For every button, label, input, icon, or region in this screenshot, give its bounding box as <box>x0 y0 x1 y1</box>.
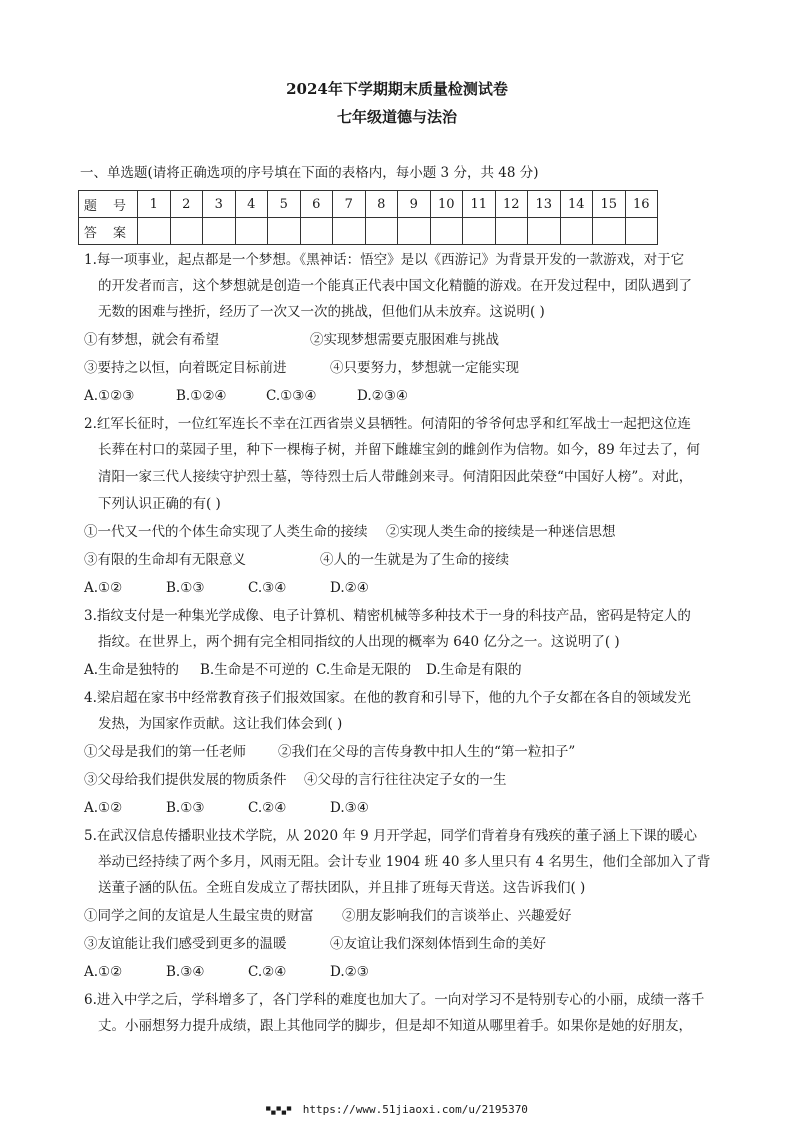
q3-option-b[interactable]: B.生命是不可逆的 <box>200 662 309 678</box>
q4-stem-line: 发热，为国家作贡献。这让我们体会到( ) <box>98 716 343 732</box>
question-number-cell: 10 <box>430 191 463 218</box>
q4-option-b[interactable]: B.①③ <box>166 800 205 816</box>
q2-statement: ②实现人类生命的接续是一种迷信思想 <box>386 524 616 540</box>
answer-table-number-row <box>79 191 658 218</box>
answer-cell[interactable] <box>333 218 366 245</box>
q1-stem-line: 无数的困难与挫折，经历了一次又一次的挑战，但他们从未放弃。这说明( ) <box>98 304 545 320</box>
exam-title: 2024年下学期期末质量检测试卷 <box>286 80 508 98</box>
q1-statement: ③要持之以恒，向着既定目标前进 <box>84 360 287 376</box>
q5-statement: ④友谊让我们深刻体悟到生命的美好 <box>330 936 546 952</box>
question-number-cell: 15 <box>593 191 626 218</box>
q4-option-d[interactable]: D.③④ <box>330 800 369 816</box>
answer-cell[interactable] <box>268 218 301 245</box>
question-number-cell: 2 <box>170 191 203 218</box>
answer-table <box>78 190 658 245</box>
q1-stem-line: 1.每一项事业，起点都是一个梦想。《黑神话：悟空》是以《西游记》为背景开发的一款游戏，对于它 <box>84 252 685 268</box>
answer-cell[interactable] <box>593 218 626 245</box>
q5-stem-line: 5.在武汉信息传播职业技术学院，从 2020 年 9 月开学起，同学们背着身有残疾的董子涵上下课的暖心 <box>84 828 697 844</box>
q5-statement: ①同学之间的友谊是人生最宝贵的财富 <box>84 908 314 924</box>
footer <box>0 1103 794 1116</box>
q1-statement: ②实现梦想需要克服困难与挑战 <box>310 332 499 348</box>
answer-table-answer-row <box>79 218 658 245</box>
question-number-cell: 1 <box>138 191 171 218</box>
answer-cell[interactable] <box>138 218 171 245</box>
q2-stem-line: 长葬在村口的菜园子里，种下一棵梅子树，并留下雌雄宝剑的雌剑作为信物。如今，89 年过去了，何 <box>98 442 700 458</box>
answer-table-number-header: 题 号 <box>79 191 138 218</box>
q2-option-d[interactable]: D.②④ <box>330 580 369 596</box>
footer-url[interactable]: https://www.51jiaoxi.com/u/2195370 <box>302 1103 528 1116</box>
q1-option-c[interactable]: C.①③④ <box>266 388 317 404</box>
answer-cell[interactable] <box>170 218 203 245</box>
q5-option-d[interactable]: D.②③ <box>330 964 369 980</box>
q4-option-a[interactable]: A.①② <box>84 800 123 816</box>
answer-cell[interactable] <box>300 218 333 245</box>
q5-option-a[interactable]: A.①② <box>84 964 123 980</box>
q5-option-b[interactable]: B.③④ <box>166 964 205 980</box>
q5-statement: ③友谊能让我们感受到更多的温暖 <box>84 936 287 952</box>
answer-cell[interactable] <box>235 218 268 245</box>
q1-option-a[interactable]: A.①②③ <box>84 388 135 404</box>
answer-cell[interactable] <box>625 218 658 245</box>
q1-option-b[interactable]: B.①②④ <box>176 388 227 404</box>
q1-option-d[interactable]: D.②③④ <box>357 388 408 404</box>
question-number-cell: 12 <box>495 191 528 218</box>
q4-statement: ④父母的言行往往决定子女的一生 <box>304 772 507 788</box>
q5-stem-line: 举动已经持续了两个多月，风雨无阻。会计专业 1904 班 40 多人里只有 4 名男生，他们全部加入了背 <box>98 854 711 870</box>
answer-cell[interactable] <box>495 218 528 245</box>
q6-stem-line: 6.进入中学之后，学科增多了，各门学科的难度也加大了。一向对学习不是特别专心的小丽，成绩一落千 <box>84 992 705 1008</box>
answer-table-answer-header: 答 案 <box>79 218 138 245</box>
q1-statement: ①有梦想，就会有希望 <box>84 332 219 348</box>
q5-stem-line: 送董子涵的队伍。全班自发成立了帮扶团队，并且排了班每天背送。这告诉我们( ) <box>98 880 586 896</box>
answer-cell[interactable] <box>560 218 593 245</box>
q3-option-a[interactable]: A.生命是独特的 <box>84 662 180 678</box>
question-number-cell: 16 <box>625 191 658 218</box>
q4-stem-line: 4.梁启超在家书中经常教育孩子们报效国家。在他的教育和引导下，他的九个子女都在各自的领域发光 <box>84 690 691 706</box>
q3-option-d[interactable]: D.生命是有限的 <box>426 662 522 678</box>
section-heading: 一、单选题(请将正确选项的序号填在下面的表格内，每小题 3 分，共 48 分) <box>80 165 539 181</box>
q4-statement: ②我们在父母的言传身教中扣人生的“第一粒扣子” <box>278 744 576 760</box>
question-number-cell: 14 <box>560 191 593 218</box>
q3-option-c[interactable]: C.生命是无限的 <box>316 662 412 678</box>
exam-subtitle: 七年级道德与法治 <box>336 108 457 126</box>
question-number-cell: 4 <box>235 191 268 218</box>
q2-statement: ④人的一生就是为了生命的接续 <box>320 552 509 568</box>
q3-stem-line: 指纹。在世界上，两个拥有完全相同指纹的人出现的概率为 640 亿分之一。这说明了( ) <box>98 634 620 650</box>
q3-stem-line: 3.指纹支付是一种集光学成像、电子计算机、精密机械等多种技术于一身的科技产品，密码是特定人的 <box>84 608 691 624</box>
q2-stem-line: 清阳一家三代人接续守护烈士墓，等待烈士后人带雌剑来寻。何清阳因此荣登“中国好人榜”。对此， <box>98 469 693 485</box>
question-number-cell: 9 <box>398 191 431 218</box>
q6-stem-line: 丈。小丽想努力提升成绩，跟上其他同学的脚步，但是却不知道从哪里着手。如果你是她的好朋友， <box>98 1018 692 1034</box>
q5-statement: ②朋友影响我们的言谈举止、兴趣爱好 <box>342 908 572 924</box>
answer-cell[interactable] <box>203 218 236 245</box>
answer-cell[interactable] <box>463 218 496 245</box>
question-number-cell: 13 <box>528 191 561 218</box>
answer-cell[interactable] <box>528 218 561 245</box>
q4-option-c[interactable]: C.②④ <box>248 800 287 816</box>
q5-option-c[interactable]: C.②④ <box>248 964 287 980</box>
q2-stem-line: 2.红军长征时，一位红军连长不幸在江西省崇义县牺牲。何清阳的爷爷何忠孚和红军战士一起把这位连 <box>84 416 691 432</box>
q1-stem-line: 的开发者而言，这个梦想就是创造一个能真正代表中国文化精髓的游戏。在开发过程中，团队遇到了 <box>98 278 692 294</box>
answer-cell[interactable] <box>398 218 431 245</box>
q1-statement: ④只要努力，梦想就一定能实现 <box>330 360 519 376</box>
question-number-cell: 5 <box>268 191 301 218</box>
q2-option-b[interactable]: B.①③ <box>166 580 205 596</box>
question-number-cell: 7 <box>333 191 366 218</box>
q4-statement: ①父母是我们的第一任老师 <box>84 744 246 760</box>
q2-option-c[interactable]: C.③④ <box>248 580 287 596</box>
q2-stem-line: 下列认识正确的有( ) <box>98 496 221 512</box>
answer-cell[interactable] <box>365 218 398 245</box>
question-number-cell: 3 <box>203 191 236 218</box>
q2-statement: ①一代又一代的个体生命实现了人类生命的接续 <box>84 524 368 540</box>
question-number-cell: 8 <box>365 191 398 218</box>
footer-mark: ▀▄▀▄▀ <box>266 1107 293 1115</box>
question-number-cell: 6 <box>300 191 333 218</box>
question-number-cell: 11 <box>463 191 496 218</box>
q4-statement: ③父母给我们提供发展的物质条件 <box>84 772 287 788</box>
q2-statement: ③有限的生命却有无限意义 <box>84 552 246 568</box>
q2-option-a[interactable]: A.①② <box>84 580 123 596</box>
answer-cell[interactable] <box>430 218 463 245</box>
